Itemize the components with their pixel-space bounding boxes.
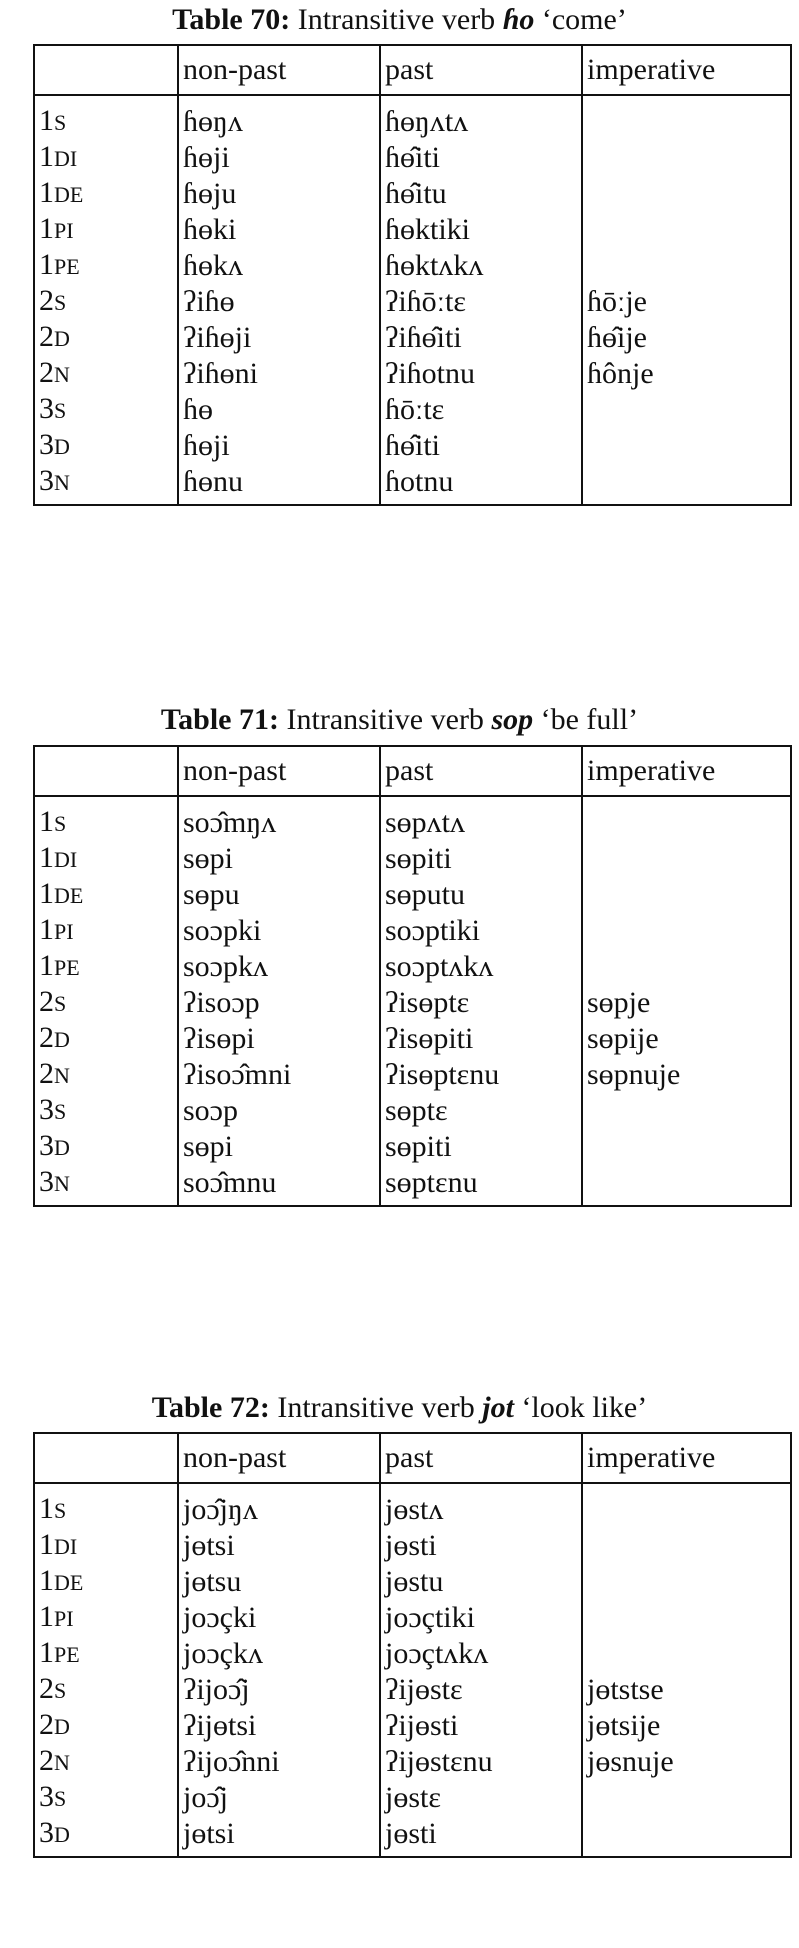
past-cell: jɵstɛ bbox=[380, 1780, 582, 1816]
person-number: 1 bbox=[39, 104, 54, 137]
table-row bbox=[34, 284, 791, 320]
table-row bbox=[34, 320, 791, 356]
non-past-cell: ɦɵji bbox=[178, 140, 380, 176]
table-row bbox=[34, 392, 791, 428]
table-row bbox=[34, 1708, 791, 1744]
person-number: 1 bbox=[39, 248, 54, 281]
imperative-cell bbox=[582, 95, 791, 140]
person-number: 1 bbox=[39, 212, 54, 245]
imperative-cell bbox=[582, 392, 791, 428]
person-cell bbox=[34, 356, 178, 392]
table-row bbox=[34, 212, 791, 248]
non-past-cell: soɔpkʌ bbox=[178, 949, 380, 985]
header-past: past bbox=[380, 1433, 582, 1483]
non-past-cell: jɵtsu bbox=[178, 1564, 380, 1600]
person-cell bbox=[34, 1780, 178, 1816]
non-past-cell: ʔiɦɵni bbox=[178, 356, 380, 392]
past-cell: ɦɵ̂itu bbox=[380, 176, 582, 212]
person-category: S bbox=[54, 1498, 67, 1523]
caption-text: Intransitive verb bbox=[297, 3, 496, 36]
imperative-cell bbox=[582, 1780, 791, 1816]
imperative-cell bbox=[582, 1636, 791, 1672]
past-cell: ʔijɵstɛ bbox=[380, 1672, 582, 1708]
person-category: DI bbox=[54, 1534, 78, 1559]
table-row bbox=[34, 1780, 791, 1816]
caption-gloss: ‘look like’ bbox=[521, 1391, 648, 1424]
past-cell: joɔçtiki bbox=[380, 1600, 582, 1636]
caption-verb: sop bbox=[491, 703, 534, 736]
person-cell bbox=[34, 140, 178, 176]
imperative-cell: jɵtstse bbox=[582, 1672, 791, 1708]
table-row bbox=[34, 877, 791, 913]
person-cell bbox=[34, 1021, 178, 1057]
caption-text: Intransitive verb bbox=[286, 703, 484, 736]
person-cell bbox=[34, 1528, 178, 1564]
person-category: N bbox=[54, 1171, 70, 1196]
person-cell bbox=[34, 428, 178, 464]
imperative-cell bbox=[582, 1129, 791, 1165]
person-number: 2 bbox=[39, 1057, 54, 1090]
person-number: 3 bbox=[39, 1093, 54, 1126]
non-past-cell: ʔisɵpi bbox=[178, 1021, 380, 1057]
person-number: 1 bbox=[39, 1636, 54, 1669]
person-category: PE bbox=[54, 254, 80, 279]
non-past-cell: sɵpi bbox=[178, 841, 380, 877]
past-cell: ɦɵ̂iti bbox=[380, 428, 582, 464]
past-cell: ʔiɦōːtɛ bbox=[380, 284, 582, 320]
non-past-cell: soɔ̂mnu bbox=[178, 1165, 380, 1206]
person-category: S bbox=[54, 110, 67, 135]
past-cell: ɦōːtɛ bbox=[380, 392, 582, 428]
person-category: D bbox=[54, 1027, 70, 1052]
header-row bbox=[34, 45, 791, 95]
table-row bbox=[34, 1564, 791, 1600]
past-cell: ɦɵ̂iti bbox=[380, 140, 582, 176]
person-category: S bbox=[54, 1678, 67, 1703]
header-non-past: non-past bbox=[178, 1433, 380, 1483]
person-cell bbox=[34, 949, 178, 985]
past-cell: sɵpʌtʌ bbox=[380, 796, 582, 841]
person-category: D bbox=[54, 1135, 70, 1160]
imperative-cell bbox=[582, 248, 791, 284]
table-row bbox=[34, 248, 791, 284]
past-cell: sɵputu bbox=[380, 877, 582, 913]
table-70 bbox=[33, 44, 792, 506]
person-number: 2 bbox=[39, 1708, 54, 1741]
imperative-cell bbox=[582, 428, 791, 464]
person-category: PI bbox=[54, 1606, 74, 1631]
table-row bbox=[34, 1528, 791, 1564]
person-number: 3 bbox=[39, 464, 54, 497]
imperative-cell bbox=[582, 877, 791, 913]
caption-gloss: ‘be full’ bbox=[540, 703, 639, 736]
header-row bbox=[34, 746, 791, 796]
past-cell: sɵptɛnu bbox=[380, 1165, 582, 1206]
imperative-cell bbox=[582, 140, 791, 176]
past-cell: ɦɵktʌkʌ bbox=[380, 248, 582, 284]
person-cell bbox=[34, 877, 178, 913]
person-number: 1 bbox=[39, 1492, 54, 1525]
non-past-cell: soɔp bbox=[178, 1093, 380, 1129]
table-71 bbox=[33, 745, 792, 1207]
non-past-cell: soɔpki bbox=[178, 913, 380, 949]
header-row bbox=[34, 1433, 791, 1483]
table-row bbox=[34, 796, 791, 841]
person-cell bbox=[34, 320, 178, 356]
non-past-cell: joɔ̂jŋʌ bbox=[178, 1483, 380, 1528]
person-category: S bbox=[54, 1786, 67, 1811]
person-cell bbox=[34, 985, 178, 1021]
person-number: 2 bbox=[39, 1021, 54, 1054]
person-category: D bbox=[54, 326, 70, 351]
person-cell bbox=[34, 1672, 178, 1708]
imperative-cell bbox=[582, 1528, 791, 1564]
person-category: PE bbox=[54, 955, 80, 980]
imperative-cell bbox=[582, 1165, 791, 1206]
imperative-cell bbox=[582, 1564, 791, 1600]
imperative-cell: ɦōːje bbox=[582, 284, 791, 320]
table-row bbox=[34, 140, 791, 176]
person-cell bbox=[34, 1600, 178, 1636]
person-number: 2 bbox=[39, 1744, 54, 1777]
imperative-cell: sɵpnuje bbox=[582, 1057, 791, 1093]
non-past-cell: joɔ̂j bbox=[178, 1780, 380, 1816]
imperative-cell bbox=[582, 913, 791, 949]
imperative-cell: jɵsnuje bbox=[582, 1744, 791, 1780]
imperative-cell bbox=[582, 1816, 791, 1857]
past-cell: ʔijɵstɛnu bbox=[380, 1744, 582, 1780]
person-category: PI bbox=[54, 919, 74, 944]
caption-label: Table 72: bbox=[151, 1391, 270, 1424]
person-category: DI bbox=[54, 146, 78, 171]
past-cell: jɵstu bbox=[380, 1564, 582, 1600]
header-imperative: imperative bbox=[582, 746, 791, 796]
past-cell: joɔçtʌkʌ bbox=[380, 1636, 582, 1672]
header-imperative: imperative bbox=[582, 1433, 791, 1483]
table-row bbox=[34, 1672, 791, 1708]
caption-label: Table 70: bbox=[172, 3, 291, 36]
person-number: 2 bbox=[39, 356, 54, 389]
imperative-cell bbox=[582, 841, 791, 877]
person-cell bbox=[34, 1129, 178, 1165]
table-row bbox=[34, 1483, 791, 1528]
header-non-past: non-past bbox=[178, 45, 380, 95]
imperative-cell: ɦônje bbox=[582, 356, 791, 392]
non-past-cell: ɦɵkʌ bbox=[178, 248, 380, 284]
past-cell: soɔptiki bbox=[380, 913, 582, 949]
header-person bbox=[34, 45, 178, 95]
person-cell bbox=[34, 284, 178, 320]
imperative-cell bbox=[582, 1093, 791, 1129]
imperative-cell bbox=[582, 464, 791, 505]
imperative-cell: sɵpije bbox=[582, 1021, 791, 1057]
person-number: 3 bbox=[39, 392, 54, 425]
table-row bbox=[34, 841, 791, 877]
imperative-cell bbox=[582, 949, 791, 985]
table-row bbox=[34, 464, 791, 505]
person-cell bbox=[34, 248, 178, 284]
past-cell: sɵpiti bbox=[380, 841, 582, 877]
person-number: 1 bbox=[39, 140, 54, 173]
non-past-cell: ɦɵŋʌ bbox=[178, 95, 380, 140]
header-past: past bbox=[380, 45, 582, 95]
past-cell: ʔisɵpiti bbox=[380, 1021, 582, 1057]
non-past-cell: joɔçkʌ bbox=[178, 1636, 380, 1672]
caption-gloss: ‘come’ bbox=[541, 3, 627, 36]
caption-label: Table 71: bbox=[160, 703, 279, 736]
person-cell bbox=[34, 1093, 178, 1129]
past-cell: ɦotnu bbox=[380, 464, 582, 505]
non-past-cell: soɔ̂mŋʌ bbox=[178, 796, 380, 841]
non-past-cell: ʔiɦɵ bbox=[178, 284, 380, 320]
person-cell bbox=[34, 1816, 178, 1857]
past-cell: soɔptʌkʌ bbox=[380, 949, 582, 985]
table-row bbox=[34, 949, 791, 985]
table-row bbox=[34, 1057, 791, 1093]
person-category: DE bbox=[54, 182, 84, 207]
person-number: 1 bbox=[39, 949, 54, 982]
person-cell bbox=[34, 1483, 178, 1528]
table-row bbox=[34, 913, 791, 949]
non-past-cell: sɵpi bbox=[178, 1129, 380, 1165]
non-past-cell: ʔijoɔ̂j bbox=[178, 1672, 380, 1708]
person-category: N bbox=[54, 1750, 70, 1775]
person-cell bbox=[34, 841, 178, 877]
table-71-caption bbox=[0, 702, 799, 738]
imperative-cell bbox=[582, 796, 791, 841]
person-category: S bbox=[54, 290, 67, 315]
person-cell bbox=[34, 1708, 178, 1744]
person-number: 1 bbox=[39, 1528, 54, 1561]
non-past-cell: ʔisoɔ̂mni bbox=[178, 1057, 380, 1093]
table-70-caption bbox=[0, 2, 799, 38]
table-row bbox=[34, 1744, 791, 1780]
past-cell: ʔijɵsti bbox=[380, 1708, 582, 1744]
person-category: PI bbox=[54, 218, 74, 243]
person-cell bbox=[34, 176, 178, 212]
person-category: N bbox=[54, 470, 70, 495]
person-cell bbox=[34, 464, 178, 505]
person-category: DE bbox=[54, 883, 84, 908]
table-72 bbox=[33, 1432, 792, 1858]
person-cell bbox=[34, 95, 178, 140]
person-category: DI bbox=[54, 847, 78, 872]
person-number: 3 bbox=[39, 428, 54, 461]
imperative-cell: ɦɵ̂ije bbox=[582, 320, 791, 356]
past-cell: ʔiɦɵ̂iti bbox=[380, 320, 582, 356]
person-number: 1 bbox=[39, 805, 54, 838]
person-number: 1 bbox=[39, 1564, 54, 1597]
person-number: 2 bbox=[39, 320, 54, 353]
person-category: PE bbox=[54, 1642, 80, 1667]
non-past-cell: ʔijoɔ̂nni bbox=[178, 1744, 380, 1780]
past-cell: sɵpiti bbox=[380, 1129, 582, 1165]
imperative-cell bbox=[582, 212, 791, 248]
table-row bbox=[34, 176, 791, 212]
person-number: 1 bbox=[39, 841, 54, 874]
person-number: 1 bbox=[39, 1600, 54, 1633]
non-past-cell: ɦɵju bbox=[178, 176, 380, 212]
header-person bbox=[34, 1433, 178, 1483]
table-row bbox=[34, 95, 791, 140]
person-category: D bbox=[54, 434, 70, 459]
table-row bbox=[34, 356, 791, 392]
person-number: 3 bbox=[39, 1780, 54, 1813]
caption-verb: ɦo bbox=[502, 3, 535, 36]
person-category: S bbox=[54, 1099, 67, 1124]
person-number: 1 bbox=[39, 176, 54, 209]
person-category: N bbox=[54, 1063, 70, 1088]
person-category: S bbox=[54, 811, 67, 836]
person-number: 3 bbox=[39, 1165, 54, 1198]
imperative-cell: sɵpje bbox=[582, 985, 791, 1021]
past-cell: jɵstʌ bbox=[380, 1483, 582, 1528]
non-past-cell: ʔisoɔp bbox=[178, 985, 380, 1021]
past-cell: sɵptɛ bbox=[380, 1093, 582, 1129]
table-row bbox=[34, 1816, 791, 1857]
table-row bbox=[34, 1093, 791, 1129]
non-past-cell: joɔçki bbox=[178, 1600, 380, 1636]
person-cell bbox=[34, 1636, 178, 1672]
person-number: 2 bbox=[39, 1672, 54, 1705]
person-number: 1 bbox=[39, 913, 54, 946]
person-category: D bbox=[54, 1822, 70, 1847]
header-imperative: imperative bbox=[582, 45, 791, 95]
header-person bbox=[34, 746, 178, 796]
person-number: 2 bbox=[39, 284, 54, 317]
header-non-past: non-past bbox=[178, 746, 380, 796]
past-cell: jɵsti bbox=[380, 1816, 582, 1857]
person-number: 3 bbox=[39, 1129, 54, 1162]
person-category: S bbox=[54, 991, 67, 1016]
table-row bbox=[34, 985, 791, 1021]
table-row bbox=[34, 1129, 791, 1165]
imperative-cell bbox=[582, 1483, 791, 1528]
past-cell: ɦɵktiki bbox=[380, 212, 582, 248]
person-cell bbox=[34, 392, 178, 428]
non-past-cell: ɦɵki bbox=[178, 212, 380, 248]
non-past-cell: ʔijɵtsi bbox=[178, 1708, 380, 1744]
person-category: D bbox=[54, 1714, 70, 1739]
table-row bbox=[34, 428, 791, 464]
person-cell bbox=[34, 913, 178, 949]
non-past-cell: jɵtsi bbox=[178, 1816, 380, 1857]
person-cell bbox=[34, 796, 178, 841]
non-past-cell: ɦɵji bbox=[178, 428, 380, 464]
table-row bbox=[34, 1021, 791, 1057]
imperative-cell bbox=[582, 176, 791, 212]
past-cell: ʔiɦotnu bbox=[380, 356, 582, 392]
person-cell bbox=[34, 212, 178, 248]
person-cell bbox=[34, 1564, 178, 1600]
person-category: S bbox=[54, 398, 67, 423]
table-row bbox=[34, 1165, 791, 1206]
past-cell: ʔisɵptɛnu bbox=[380, 1057, 582, 1093]
person-number: 3 bbox=[39, 1816, 54, 1849]
past-cell: ʔisɵptɛ bbox=[380, 985, 582, 1021]
imperative-cell bbox=[582, 1600, 791, 1636]
person-cell bbox=[34, 1057, 178, 1093]
caption-verb: jot bbox=[482, 1391, 514, 1424]
non-past-cell: ʔiɦɵji bbox=[178, 320, 380, 356]
table-row bbox=[34, 1636, 791, 1672]
person-category: DE bbox=[54, 1570, 84, 1595]
person-number: 1 bbox=[39, 877, 54, 910]
header-past: past bbox=[380, 746, 582, 796]
person-category: N bbox=[54, 362, 70, 387]
person-cell bbox=[34, 1165, 178, 1206]
table-row bbox=[34, 1600, 791, 1636]
person-cell bbox=[34, 1744, 178, 1780]
non-past-cell: ɦɵ bbox=[178, 392, 380, 428]
non-past-cell: ɦɵnu bbox=[178, 464, 380, 505]
non-past-cell: sɵpu bbox=[178, 877, 380, 913]
past-cell: ɦɵŋʌtʌ bbox=[380, 95, 582, 140]
imperative-cell: jɵtsije bbox=[582, 1708, 791, 1744]
table-72-caption bbox=[0, 1390, 799, 1426]
caption-text: Intransitive verb bbox=[277, 1391, 475, 1424]
past-cell: jɵsti bbox=[380, 1528, 582, 1564]
non-past-cell: jɵtsi bbox=[178, 1528, 380, 1564]
person-number: 2 bbox=[39, 985, 54, 1018]
